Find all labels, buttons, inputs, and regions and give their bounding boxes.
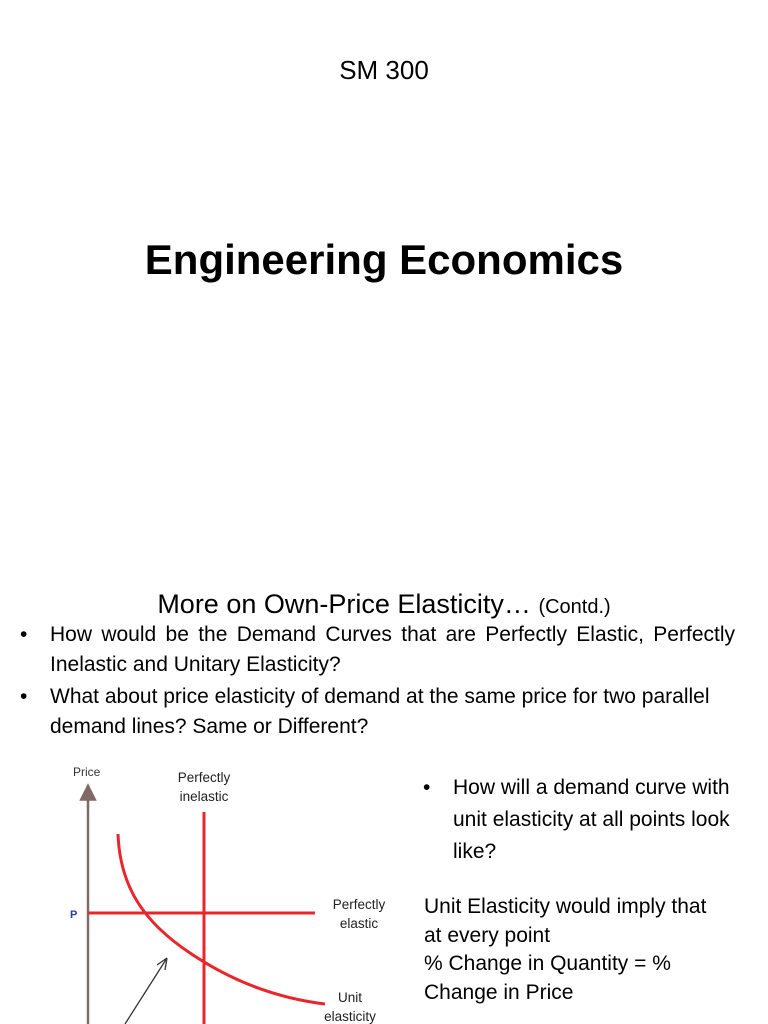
bullet-demand-curves (20, 620, 735, 680)
note-line: at every point (424, 923, 551, 947)
label-perfectly-inelastic-1: Perfectly (177, 770, 231, 785)
slide-title: Engineering Economics (144, 236, 624, 283)
label-unit-elasticity-1: Unit (337, 990, 363, 1005)
label-perfectly-elastic-1: Perfectly (332, 897, 386, 912)
price-axis-label: Price (73, 765, 101, 779)
section-heading-text: More on Own-Price Elasticity… (157, 589, 531, 619)
note-line: Unit Elasticity would imply that (424, 895, 707, 918)
course-code: SM 300 (339, 55, 429, 85)
pointer-arrow-head (157, 958, 167, 970)
bullet-dot: • (20, 685, 28, 708)
unit-elasticity-note (424, 893, 754, 1007)
price-marker: P (70, 909, 78, 921)
unit-elasticity-curve (118, 834, 325, 1004)
section-heading-suffix: (Contd.) (538, 596, 611, 618)
bullet-parallel-lines (20, 682, 735, 742)
elasticity-diagram (50, 758, 400, 1024)
label-perfectly-elastic-2: elastic (339, 916, 379, 931)
bullet-unit-elasticity-question (423, 772, 743, 868)
bullet-list-middle (20, 682, 735, 742)
bullet-list-side (423, 772, 743, 868)
label-perfectly-inelastic-2: inelastic (179, 789, 229, 804)
bullet-text: How will a demand curve with unit elasticity at all points look like? (453, 776, 730, 863)
note-line: Change in Price (424, 980, 574, 1004)
label-unit-elasticity-2: elasticity (324, 1009, 376, 1024)
bullet-dot: • (423, 776, 431, 799)
bullet-text: How would be the Demand Curves that are Perfectly Elastic, Perfectly Inelastic and Unitary Elasticity? (50, 623, 735, 676)
bullet-text: What about price elasticity of demand at the same price for two parallel demand lines? Same or Different? (50, 685, 710, 738)
bullet-dot: • (20, 623, 28, 646)
bullet-list-top (20, 620, 735, 680)
note-line: % Change in Quantity = % (424, 952, 671, 975)
pointer-arrow-line (125, 958, 167, 1024)
